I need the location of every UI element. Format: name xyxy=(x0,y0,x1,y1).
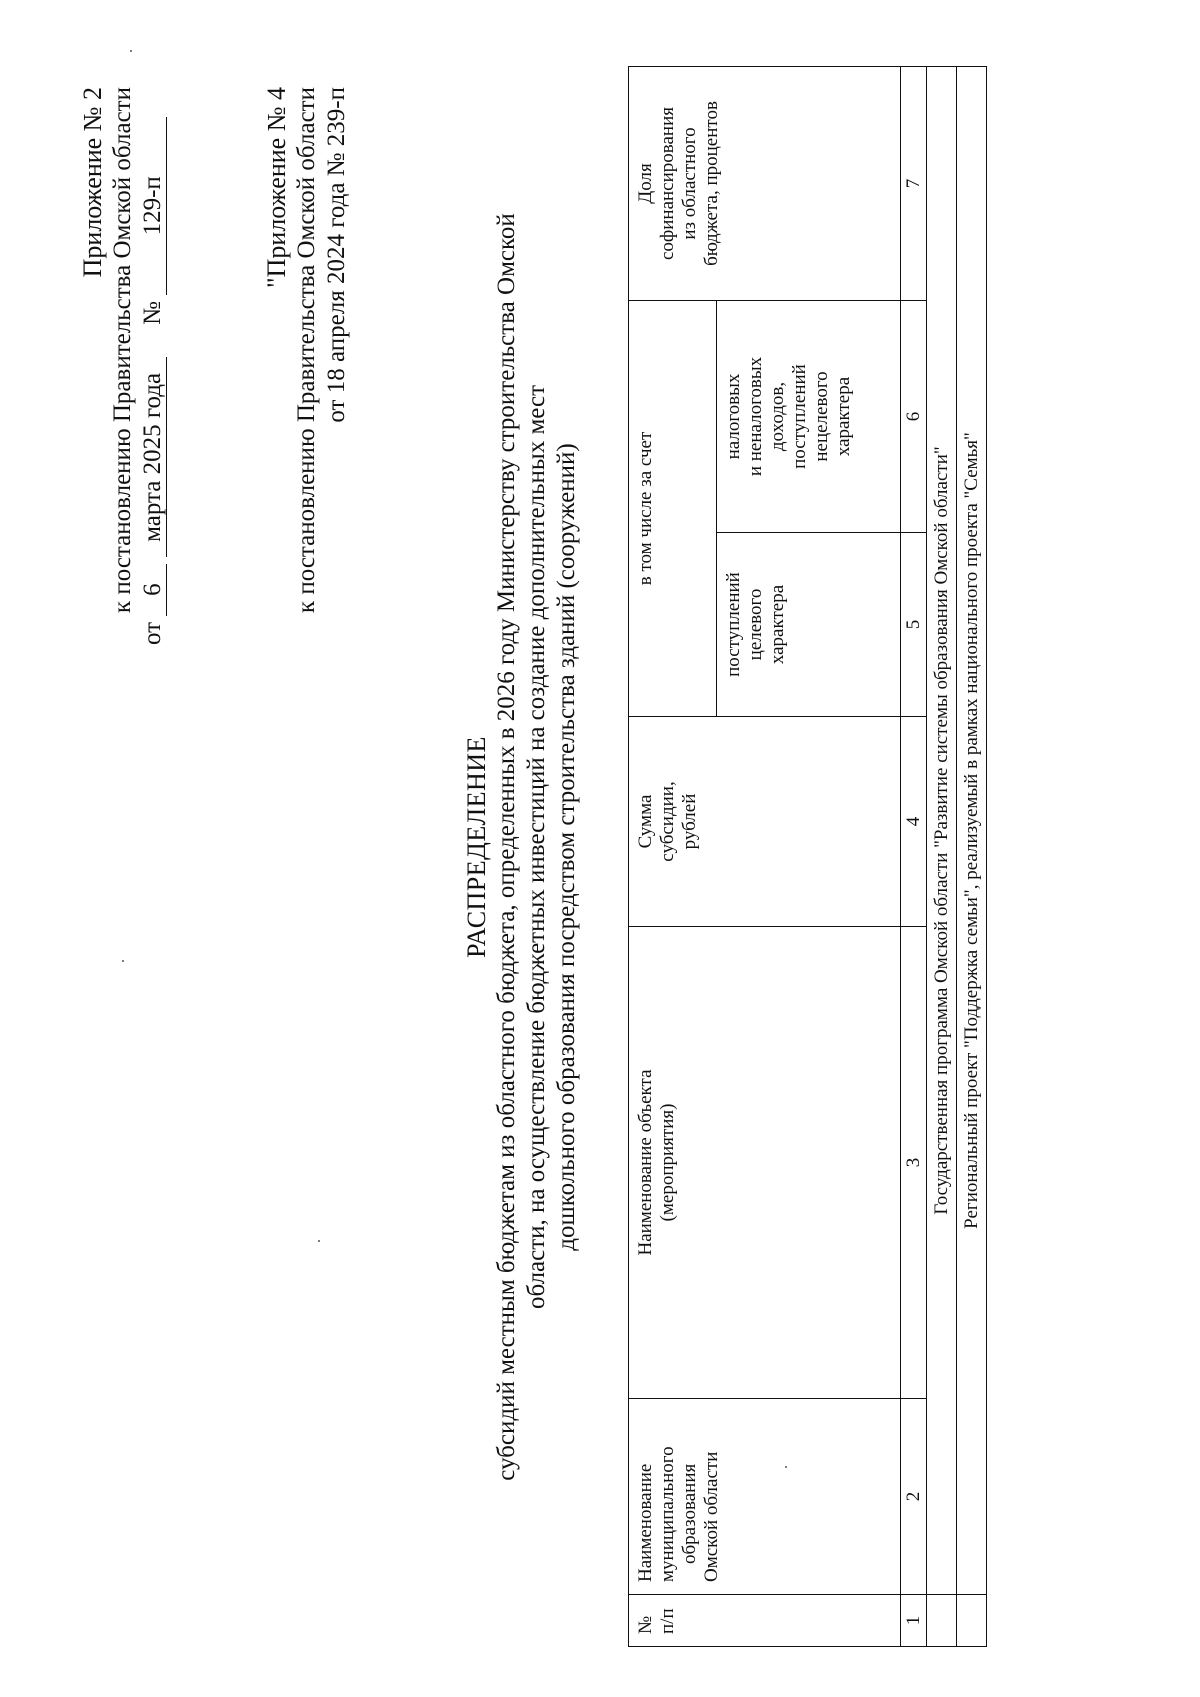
day-value: 6 xyxy=(140,564,167,616)
original-date-line: от 18 апреля 2024 года № 239-п xyxy=(323,87,350,423)
column-number-cell: 7 xyxy=(901,66,927,300)
distribution-table xyxy=(628,66,987,1647)
document-title-block xyxy=(462,87,582,1607)
header-text: и неналоговых xyxy=(745,356,766,477)
column-number-cell: 4 xyxy=(901,717,927,927)
header-cell-tax-receipts xyxy=(717,300,901,532)
project-row-number-cell xyxy=(957,1595,987,1647)
program-row-text: Государственная программа Омской области "Развитие системы образования Омской области" xyxy=(927,66,957,1594)
column-number-cell: 2 xyxy=(901,1399,927,1595)
header-text: целевого xyxy=(745,588,766,661)
project-row xyxy=(957,66,987,1646)
project-row-text: Региональный проект "Поддержка семьи", реализуемый в рамках национального проекта "Семья" xyxy=(957,66,987,1594)
column-number-cell: 6 xyxy=(901,300,927,532)
month-year-value: марта 2025 года xyxy=(140,357,167,557)
header-text: поступлений xyxy=(789,364,810,469)
header-text: муниципального xyxy=(657,1446,678,1582)
header-text: налоговых xyxy=(723,373,744,460)
number-value: 129-п xyxy=(140,117,167,295)
document-heading: РАСПРЕДЕЛЕНИЕ xyxy=(462,736,491,958)
appendix-header xyxy=(78,87,168,647)
original-appendix-header xyxy=(262,87,352,647)
subtitle-line: области, на осуществление бюджетных инвестиций на создание дополнительных мест xyxy=(523,384,550,1310)
appendix-date-line xyxy=(138,87,168,647)
header-cell-cofinancing-share xyxy=(629,66,901,300)
header-text: Доля xyxy=(635,163,656,204)
header-text: № xyxy=(635,1615,656,1634)
header-text: Наименование объекта xyxy=(635,1069,656,1256)
header-text: бюджета, процентов xyxy=(701,101,722,266)
header-text: рублей xyxy=(679,793,700,850)
header-text: образования xyxy=(679,1463,700,1564)
header-text: поступлений xyxy=(723,572,744,677)
header-text: нецелевого xyxy=(811,371,832,462)
header-cell-targeted-receipts xyxy=(717,533,901,717)
table-header-row xyxy=(629,66,717,1646)
column-numbering-row xyxy=(901,66,927,1646)
header-text: характера xyxy=(767,584,788,665)
header-text: Омской области xyxy=(701,1451,722,1582)
appendix-title: Приложение № 2 xyxy=(78,87,107,278)
header-text: из областного xyxy=(679,127,700,240)
original-decree-line: к постановлению Правительства Омской области xyxy=(293,87,320,614)
header-text: софинансирования xyxy=(657,106,678,260)
header-cell-number xyxy=(629,1595,901,1647)
column-number-cell: 3 xyxy=(901,927,927,1399)
header-text: характера xyxy=(833,376,854,457)
header-cell-object-name xyxy=(629,927,901,1399)
column-number-cell: 5 xyxy=(901,533,927,717)
program-row xyxy=(927,66,957,1646)
header-cell-including-group xyxy=(629,300,717,716)
from-label: от xyxy=(139,621,166,645)
header-text: доходов, xyxy=(767,381,788,452)
appendix-decree-line: к постановлению Правительства Омской области xyxy=(109,87,136,614)
header-text: (мероприятия) xyxy=(657,1103,678,1222)
original-appendix-title: "Приложение № 4 xyxy=(262,87,291,288)
subtitle-line: дошкольного образования посредством строительства зданий (сооружений) xyxy=(553,443,580,1251)
subtitle-line: субсидий местным бюджетам из областного бюджета, определенных в 2026 году Министерству строительства Омской xyxy=(493,213,520,1481)
header-text: Наименование xyxy=(635,1463,656,1582)
column-number-cell: 1 xyxy=(901,1595,927,1647)
number-label: № xyxy=(139,301,166,325)
header-cell-municipality xyxy=(629,1399,901,1595)
program-row-number-cell xyxy=(927,1595,957,1647)
header-text: Сумма xyxy=(635,794,656,849)
header-text: п/п xyxy=(657,1608,678,1634)
header-cell-subsidy-sum xyxy=(629,717,901,927)
header-text: субсидии, xyxy=(657,781,678,862)
header-text: в том числе за счет xyxy=(635,431,656,586)
document-subtitle xyxy=(492,87,582,1607)
